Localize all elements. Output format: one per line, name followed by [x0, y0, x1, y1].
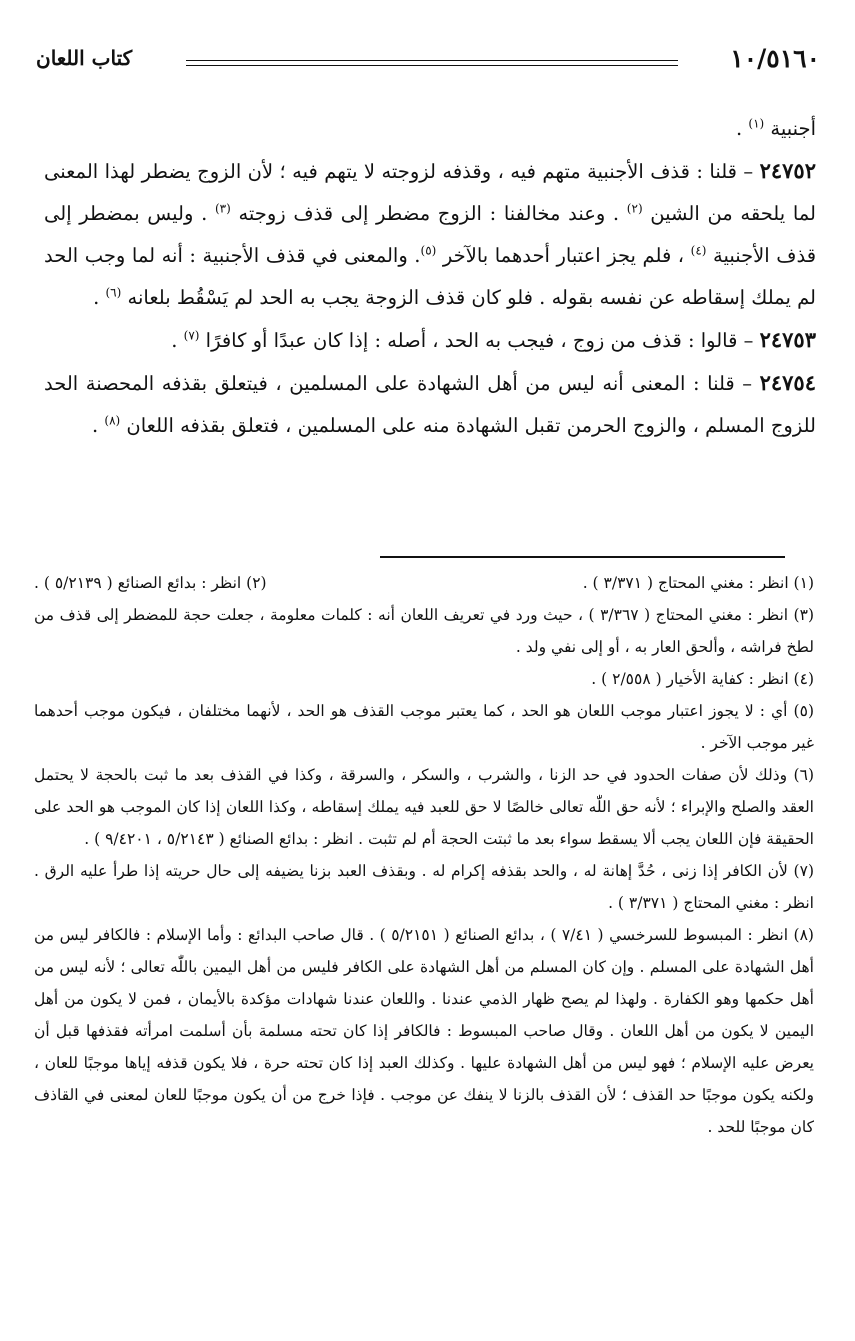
chapter-title: كتاب اللعان: [36, 46, 133, 70]
running-header: [36, 40, 820, 80]
footnote-ref: (٨): [104, 413, 121, 428]
footnote-ref: (١): [748, 116, 765, 131]
footnote-3: (٣) انظر : مغني المحتاج ( ٣/٣٦٧ ) ، حيث ورد في تعريف اللعان أنه : كلمات معلومة ، جعلت حجة للمضطر إلى قذف من لطخ فراشه ، وألحق العار به ، أو إلى نفي ولد .: [34, 606, 814, 656]
main-text: [44, 108, 816, 447]
footnote-4: (٤) انظر : كفاية الأخيار ( ٢/٥٥٨ ) .: [591, 670, 814, 688]
footnote-6: (٦) وذلك لأن صفات الحدود في حد الزنا ، والشرب ، والسكر ، والسرقة ، وكذا في القذف بعد ما ثبت بالحجة لا يحتمل العقد والصلح والإبراء ؛ لأنه حق اللّٰه تعالى خالصًا لا حق للعبد فيه يملك إسقاطه ، وكذا اللعان إذا كان الموجب هو الحد على الحقيقة فإن اللعان يجب ألا يسقط سواء بعد ما ثبتت الحجة أم لم تثبت . انظر : بدائع الصنائع ( ٥/٢١٤٣ ، ٩/٤٢٠١ ) .: [34, 766, 814, 848]
header-rule-top: [186, 60, 678, 61]
page-number: ١٠/٥١٦٠: [730, 44, 820, 73]
footnote-8: (٨) انظر : المبسوط للسرخسي ( ٧/٤١ ) ، بدائع الصنائع ( ٥/٢١٥١ ) . قال صاحب البدائع : وأما الإسلام : فالكافر ليس من أهل الشهادة على المسلم . وإن كان المسلم من أهل الشهادة على الكافر فليس من أهل اليمين باللّٰه تعالى ؛ لأنه ليس من أهل حكمها وهو الكفارة . ولهذا لم يصح ظهار الذمي عندنا . واللعان عندنا شهادات مؤكدة بالأيمان ، فمن لا يكون من أهل اليمين لا يكون من أهل اللعان . وقال صاحب المبسوط : فالكافر إذا كان تحته مسلمة بأن أسلمت امرأته فقذفها قبل أن يعرض عليه الإسلام ؛ فهو ليس من أهل الشهادة عليها . وكذلك العبد إذا كان تحته حرة ، فلا يكون قذفه إياها موجبًا للعان ، ولكنه يكون موجبًا حد القذف ؛ لأن القذف بالزنا لا ينفك عن موجب . فإذا خرج من أن يكون موجبًا للعان لمعنى في القاذف كان موجبًا للحد .: [34, 926, 814, 1136]
header-rule-bottom: [186, 65, 678, 66]
issue-number: ٢٤٧٥٤: [759, 370, 816, 395]
footnote-ref: (٦): [105, 285, 122, 300]
paragraph-24752: ٢٤٧٥٢ – قلنا : قذف الأجنبية متهم فيه ، وقذفه لزوجته لا يتهم فيه ؛ لأن الزوج يضطر لهذا المعنى لما يلحقه من الشين $^{(٢)}$ . وعند مخالفنا : الزوج مضطر إلى قذف زوجته $^{(٣)}$ . وليس بمضطر إلى قذف الأجنبية $^{(٤)}$ ، فلم يجز اعتبار أحدهما بالآخر $^{(٥)}$. والمعنى في قذف الأجنبية : أنه لما وجب الحد لم يملك إسقاطه عن نفسه بقوله . فلو كان قذف الزوجة يجب به الحد لم يَسْقُط بلعانه $^{(٦)}$ .: [44, 158, 817, 309]
footnote-ref: (٤): [690, 243, 707, 258]
footnote-5: (٥) أي : لا يجوز اعتبار موجب اللعان هو الحد ، كما يعتبر موجب القذف هو الحد ، لأنهما مختلفان ، فيكون موجب أحدهما غير موجب الآخر .: [34, 702, 814, 752]
footnote-2: (٢) انظر : بدائع الصنائع ( ٥/٢١٣٩ ) .: [34, 574, 267, 592]
footnote-1: (١) انظر : مغني المحتاج ( ٣/٣٧١ ) .: [582, 574, 814, 592]
footnote-ref: (٧): [183, 328, 200, 343]
issue-number: ٢٤٧٥٢: [759, 158, 816, 183]
footnote-divider: [380, 556, 785, 558]
footnote-ref: (٢): [626, 201, 643, 216]
continuation-line: أجنبية $^{(١)}$ .: [735, 116, 816, 140]
issue-number: ٢٤٧٥٣: [759, 327, 816, 352]
footnote-pair: [34, 567, 814, 599]
paragraph-24753: ٢٤٧٥٣ – قالوا : قذف من زوج ، فيجب به الحد ، أصله : إذا كان عبدًا أو كافرًا $^{(٧)}$ .: [171, 327, 816, 352]
footnote-7: (٧) لأن الكافر إذا زنى ، حُدَّ إهانة له ، والحد بقذفه إكرام له . وبقذف العبد بزنا يضيفه إلى حال حريته إذا طرأ عليه الرق . انظر : مغني المحتاج ( ٣/٣٧١ ) .: [34, 862, 814, 912]
footnote-ref: (٥): [420, 243, 437, 258]
paragraph-24754: ٢٤٧٥٤ – قلنا : المعنى أنه ليس من أهل الشهادة على المسلمين ، فيتعلق بقذفه المحصنة الحد للزوج المسلم ، والزوج الحرمن تقبل الشهادة منه على المسلمين ، فتعلق بقذفه اللعان $^{(٨)}$ .: [44, 370, 816, 437]
footnote-ref: (٣): [214, 201, 231, 216]
footnotes: [34, 567, 814, 1143]
